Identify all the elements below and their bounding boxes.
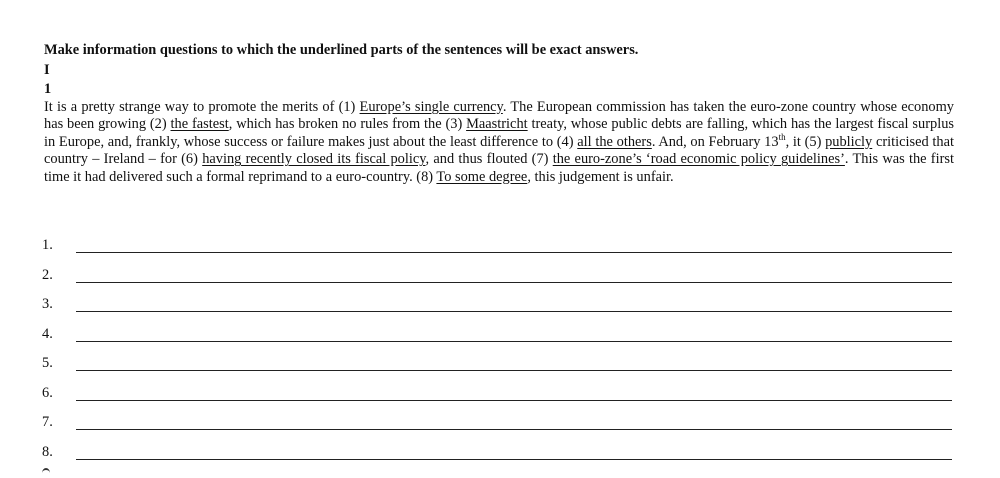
answer-row [42, 385, 952, 405]
answer-row [42, 444, 952, 464]
section-roman-numeral: I [44, 62, 50, 78]
answer-blank-line[interactable] [76, 341, 952, 342]
answer-number: 4. [42, 325, 53, 342]
next-section-fragment [42, 468, 50, 478]
paragraph-text: criticised that country – Ireland – for (6) [44, 133, 954, 168]
superscript-text: th [778, 132, 786, 143]
answer-row [42, 355, 952, 375]
answer-number: 1. [42, 237, 53, 253]
paragraph-text: treaty, whose public debts are falling, which has the largest fiscal surplus in Europe, and, frankly, whose success or failure makes just about the least difference to (4) [44, 116, 954, 150]
answer-blank-line[interactable] [76, 311, 952, 312]
answer-number: 8. [42, 443, 53, 460]
answer-row [42, 326, 952, 346]
paragraph-text: , which has broken no rules from the (3) [228, 116, 467, 133]
paragraph-text: . This was the first time it had delivered such a formal reprimand to a euro-country. (8) [44, 151, 954, 185]
answer-blank-line[interactable] [76, 252, 952, 253]
answer-row [42, 296, 952, 316]
answer-number: 5. [42, 355, 53, 371]
underlined-answer-part: To some degree [436, 168, 528, 185]
answer-number: 7. [42, 414, 53, 430]
paragraph-text: , and thus flouted (7) [425, 151, 553, 168]
underlined-answer-part: Europe’s single currency [359, 99, 503, 115]
section-number: 1 [44, 81, 52, 97]
answer-row [42, 414, 952, 434]
underlined-answer-part: all the others [577, 133, 652, 150]
paragraph-text: , it (5) [785, 133, 826, 150]
instruction-heading: Make information questions to which the underlined parts of the sentences will be exact answers. [44, 42, 639, 58]
exercise-paragraph [44, 99, 954, 186]
underlined-answer-part: the fastest [170, 116, 229, 133]
answer-number: 3. [42, 296, 53, 312]
answer-blank-line[interactable] [76, 400, 952, 401]
paragraph-text: , this judgement is unfair. [527, 168, 674, 185]
answer-row [42, 267, 952, 287]
paragraph-text: . And, on February 13 [651, 133, 779, 150]
underlined-answer-part: Maastricht [466, 116, 528, 133]
paragraph-text: It is a pretty strange way to promote the merits of (1) [44, 99, 360, 115]
answer-blank-line[interactable] [76, 459, 952, 460]
answer-row [42, 237, 952, 257]
answer-blank-line[interactable] [76, 370, 952, 371]
answer-number: 6. [42, 384, 53, 401]
underlined-answer-part: the euro-zone’s ‘road economic policy guidelines’ [552, 151, 845, 168]
answer-blank-line[interactable] [76, 282, 952, 283]
underlined-answer-part: having recently closed its fiscal policy [202, 151, 426, 168]
underlined-answer-part: publicly [825, 133, 873, 150]
answer-blank-line[interactable] [76, 429, 952, 430]
answer-number: 2. [42, 266, 53, 283]
paragraph-text: . The European commission has taken the euro-zone country whose economy has been growing (2) [44, 99, 954, 133]
